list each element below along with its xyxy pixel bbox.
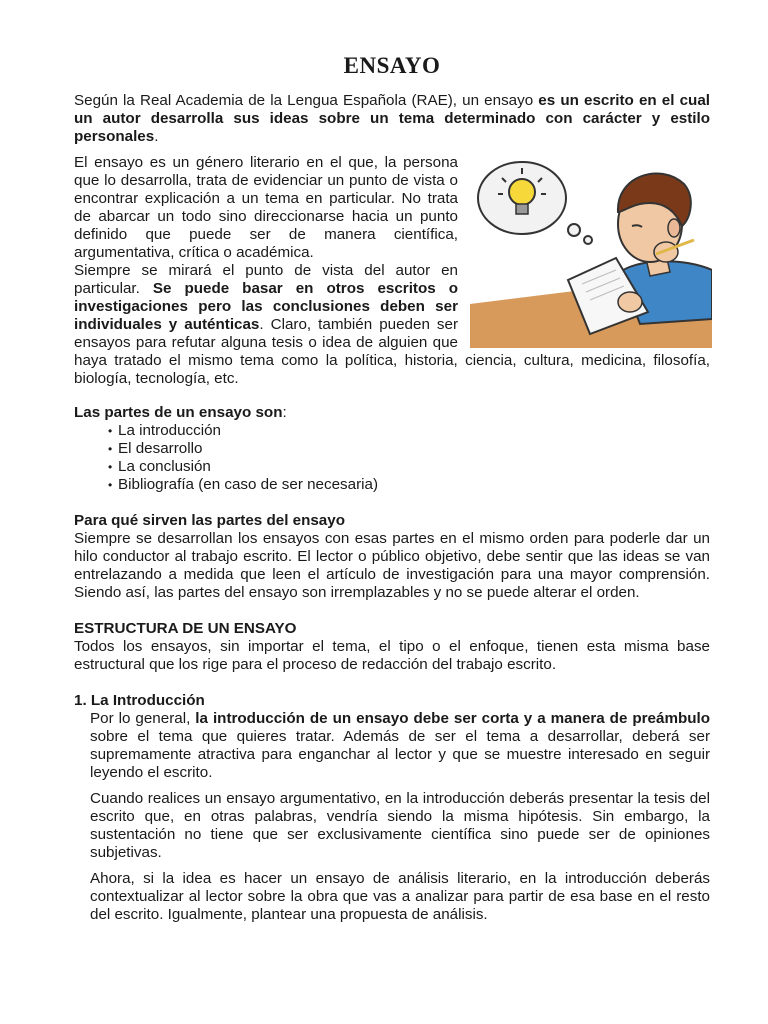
list-item: • El desarrollo (108, 440, 710, 458)
document-page (74, 52, 710, 924)
introduction-text-pre: Por lo general, (90, 710, 196, 727)
introduction-section (74, 710, 710, 924)
purpose-paragraph: Siempre se desarrollan los ensayos con esas partes en el mismo orden para poderle dar un hilo conductor al trabajo escrito. El lector o público objetivo, debe sentir que las ideas se van entrelazando a medida que leen el artículo de investigación para una mayor comprensión. Siendo así, las partes del ensayo son irremplazables y no se puede alterar el orden. (74, 530, 710, 601)
introduction-paragraph-2: Cuando realices un ensayo argumentativo, en la introducción deberás presentar la tesis del escrito que, en otras palabras, vendría siendo la misma hipótesis. Sin embargo, la sustentación no tiene que ser exclusivamente científica sino puede ser de opiniones subjetivas. (90, 790, 710, 861)
parts-heading-colon: : (282, 404, 287, 421)
list-item: • La introducción (108, 422, 710, 440)
introduction-heading: 1. La Introducción (74, 692, 205, 709)
definition-section (74, 154, 710, 388)
intro-text: Según la Real Academia de la Lengua Española (RAE), un ensayo (74, 92, 539, 109)
parts-heading-text: Las partes de un ensayo son (74, 404, 283, 421)
list-item: • Bibliografía (en caso de ser necesaria) (108, 476, 710, 494)
definition-bold-text: Se puede basar en otros escritos o investigaciones pero las conclusiones deben ser individuales y auténticas (74, 280, 458, 333)
definition-paragraph-1: El ensayo es un género literario en el que, la persona que lo desarrolla, trata de evidenciar un punto de vista o encontrar explicación a un tema en particular. No trata de abarcar un todo sino direccionarse hacia un punto definido que puede ser de manera científica, argumentativa, crítica o académica. (74, 154, 458, 261)
student-thinking-illustration (470, 154, 712, 348)
introduction-paragraph-1 (90, 710, 710, 782)
student-thinking-lightbulb-icon (470, 154, 712, 348)
definition-text-pre: Siempre se mirará el punto de vista del autor en particular. (74, 262, 458, 297)
parts-list (74, 422, 710, 494)
document-title: ENSAYO (343, 53, 441, 78)
intro-end: . (154, 128, 159, 145)
purpose-heading: Para qué sirven las partes del ensayo (74, 512, 345, 529)
introduction-paragraph-3: Ahora, si la idea es hacer un ensayo de análisis literario, en la introducción deberás contextualizar al lector sobre la obra que vas a analizar para partir de esa base en el resto del escrito. Igualmente, plantear una propuesta de análisis. (90, 870, 710, 923)
parts-heading (74, 404, 710, 422)
structure-heading: ESTRUCTURA DE UN ENSAYO (74, 620, 297, 637)
list-item: • La conclusión (108, 458, 710, 476)
definition-text-post: . Claro, también pueden ser ensayos para refutar alguna tesis o idea de alguien que haya tratado el mismo tema como la política, historia, ciencia, cultura, medicina, filosofía, biología, tecnología, etc. (74, 316, 710, 387)
introduction-text-post: sobre el tema que quieres tratar. Además de ser el tema a desarrollar, deberá ser supremamente atractiva para enganchar al lector y que se muestre interesado en seguir leyendo el escrito. (90, 728, 710, 781)
introduction-bold-text: la introducción de un ensayo debe ser corta y a manera de preámbulo (195, 710, 711, 727)
intro-bold-text: es un escrito en el cual un autor desarrolla sus ideas sobre un tema determinado con carácter y estilo personales (74, 92, 710, 145)
intro-paragraph (74, 92, 710, 146)
structure-paragraph: Todos los ensayos, sin importar el tema, el tipo o el enfoque, tienen esta misma base estructural que los rige para el proceso de redacción del trabajo escrito. (74, 638, 710, 673)
